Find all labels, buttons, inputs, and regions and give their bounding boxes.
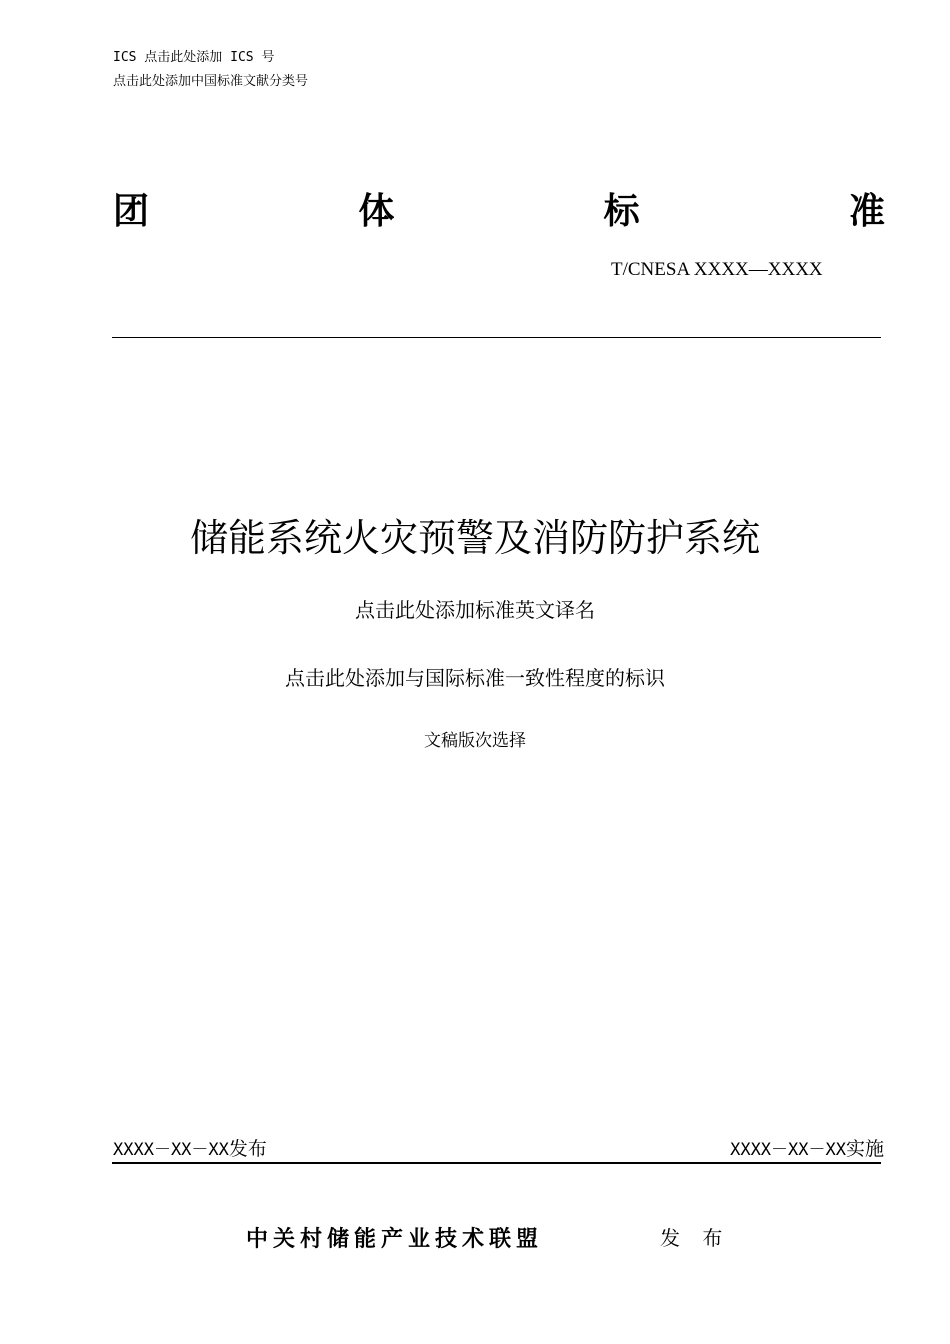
publish-label: 发布	[228, 1138, 267, 1160]
draft-version-selector[interactable]: 文稿版次选择	[424, 731, 526, 751]
implement-date[interactable]: XXXX－XX－XX	[730, 1140, 846, 1160]
implement-date-line	[730, 1136, 884, 1163]
bottom-divider	[112, 1162, 881, 1164]
standard-type-char: 准	[848, 190, 885, 232]
publish-date[interactable]: XXXX－XX－XX	[113, 1140, 229, 1160]
standard-type-char: 体	[358, 190, 395, 232]
publisher-name: 中关村储能产业技术联盟	[246, 1227, 544, 1252]
top-divider	[112, 337, 881, 338]
document-title: 储能系统火灾预警及消防防护系统	[189, 516, 760, 560]
publish-word: 发 布	[660, 1226, 731, 1250]
english-title-placeholder[interactable]: 点击此处添加标准英文译名	[355, 598, 595, 622]
ccs-classification-line[interactable]: 点击此处添加中国标准文献分类号	[113, 74, 309, 89]
standard-code: T/CNESA XXXX—XXXX	[611, 259, 823, 280]
standard-type-heading	[113, 184, 885, 232]
standard-type-char: 团	[113, 190, 150, 232]
standard-type-char: 标	[603, 190, 640, 232]
implement-label: 实施	[845, 1138, 884, 1160]
publish-date-line	[113, 1136, 267, 1163]
consistency-marker-placeholder[interactable]: 点击此处添加与国际标准一致性程度的标识	[285, 666, 665, 690]
ics-number-line[interactable]: ICS 点击此处添加 ICS 号	[113, 50, 275, 65]
